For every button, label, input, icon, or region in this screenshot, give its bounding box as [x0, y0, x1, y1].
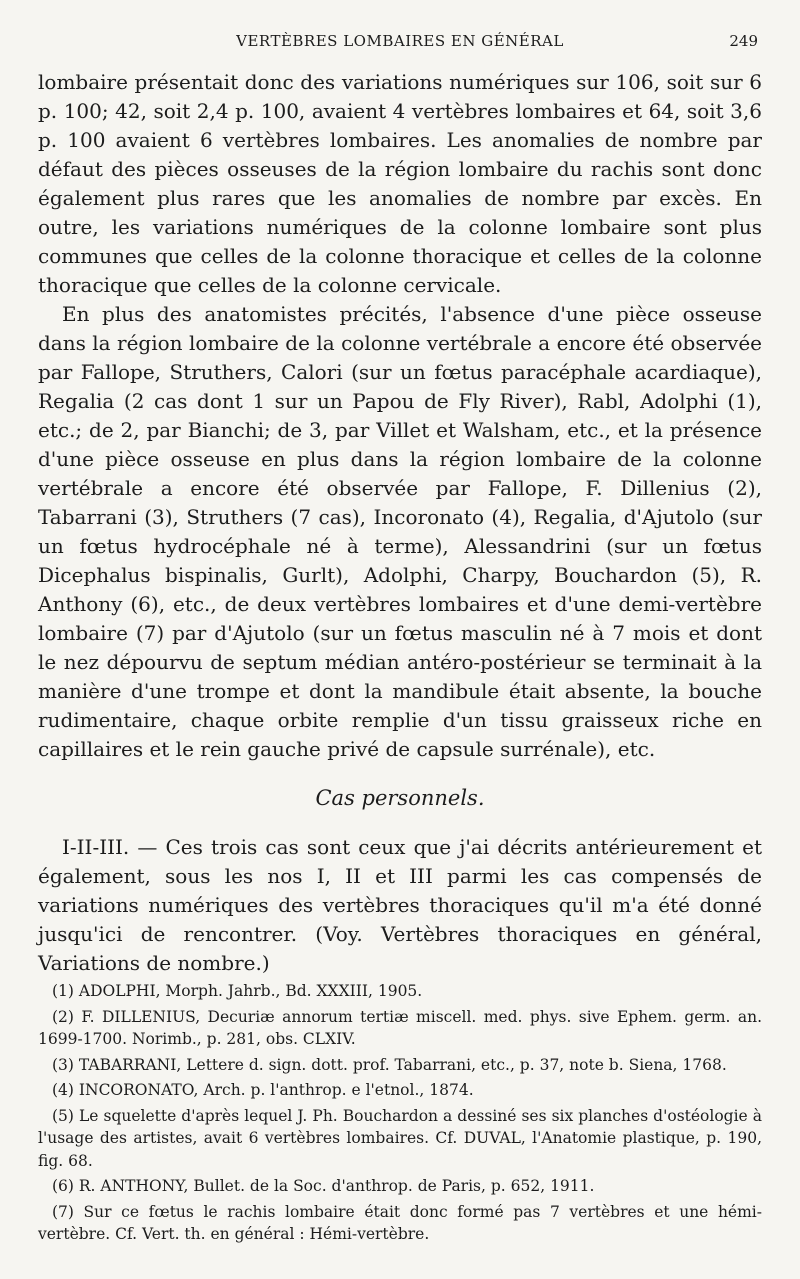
footnotes	[38, 980, 762, 1246]
section-heading: Cas personnels.	[315, 786, 485, 810]
paragraph-anatomists: En plus des anatomistes précités, l'absence d'une pièce osseuse dans la région lombaire de la colonne vertébrale a encore été observée par Fallope, Struthers, Calori (sur un fœtus paracéphale acardiaque), Regalia (2 cas dont 1 sur un Papou de Fly River), Rabl, Adolphi (1), etc.; de 2, par Bianchi; de 3, par Villet et Walsham, etc., et la présence d'une pièce osseuse en plus dans la région lombaire de la colonne vertébrale a encore été observée par Fallope, F. Dillenius (2), Tabarrani (3), Struthers (7 cas), Incoronato (4), Regalia, d'Ajutolo (sur un fœtus hydrocéphale né à terme), Alessandrini (sur un fœtus Dicephalus bispinalis, Gurlt), Adolphi, Charpy, Bouchardon (5), R. Anthony (6), etc., de deux vertèbres lombaires et d'une demi-vertèbre lombaire (7) par d'Ajutolo (sur un fœtus masculin né à 7 mois et dont le nez dépourvu de septum médian antéro-postérieur se terminait à la manière d'une trompe et dont la mandibule était absente, la bouche rudimentaire, chaque orbite remplie d'un tissu graisseux riche en capillaires et le rein gauche privé de capsule surrénale), etc.	[38, 302, 762, 761]
running-title: VERTÈBRES LOMBAIRES EN GÉNÉRAL	[236, 32, 564, 50]
footnote-2: (2) F. DILLENIUS, Decuriæ annorum tertiæ miscell. med. phys. sive Ephem. germ. an. 1699-1700. Norimb., p. 281, obs. CLXIV.	[38, 1007, 762, 1048]
paragraph-continuation: lombaire présentait donc des variations numériques sur 106, soit sur 6 p. 100; 42, soit 2,4 p. 100, avaient 4 vertèbres lombaires et 64, soit 3,6 p. 100 avaient 6 vertèbres lombaires. Les anomalies de nombre par défaut des pièces osseuses de la région lombaire du rachis sont donc également plus rares que les anomalies de nombre par excès. En outre, les variations numériques de la colonne lombaire sont plus communes que celles de la colonne thoracique et celles de la colonne thoracique que celles de la colonne cervicale.	[38, 70, 762, 297]
footnote-7: (7) Sur ce fœtus le rachis lombaire était donc formé pas 7 vertèbres et une hémi-vertèbre. Cf. Vert. th. en général : Hémi-vertèbre.	[38, 1202, 762, 1243]
footnote-1: (1) ADOLPHI, Morph. Jahrb., Bd. XXXIII, 1905.	[52, 982, 423, 1000]
footnote-5: (5) Le squelette d'après lequel J. Ph. Bouchardon a dessiné ses six planches d'ostéologie à l'usage des artistes, avait 6 vertèbres lombaires. Cf. DUVAL, l'Anatomie plastique, p. 190, fig. 68.	[38, 1106, 762, 1170]
page-number: 249	[729, 32, 758, 50]
paragraph-cases: I-II-III. — Ces trois cas sont ceux que j'ai décrits antérieurement et également, sous les nos I, II et III parmi les cas compensés de variations numériques des vertèbres thoraciques qu'il m'a été donné jusqu'ici de rencontrer. (Voy. Vertèbres thoraciques en général, Variations de nombre.)	[38, 835, 762, 975]
footnote-3: (3) TABARRANI, Lettere d. sign. dott. prof. Tabarrani, etc., p. 37, note b. Siena, 1768.	[52, 1055, 727, 1074]
body-text	[38, 68, 762, 978]
running-head	[40, 30, 760, 54]
footnote-4: (4) INCORONATO, Arch. p. l'anthrop. e l'etnol., 1874.	[52, 1081, 474, 1099]
footnote-6: (6) R. ANTHONY, Bullet. de la Soc. d'anthrop. de Paris, p. 652, 1911.	[52, 1177, 595, 1195]
